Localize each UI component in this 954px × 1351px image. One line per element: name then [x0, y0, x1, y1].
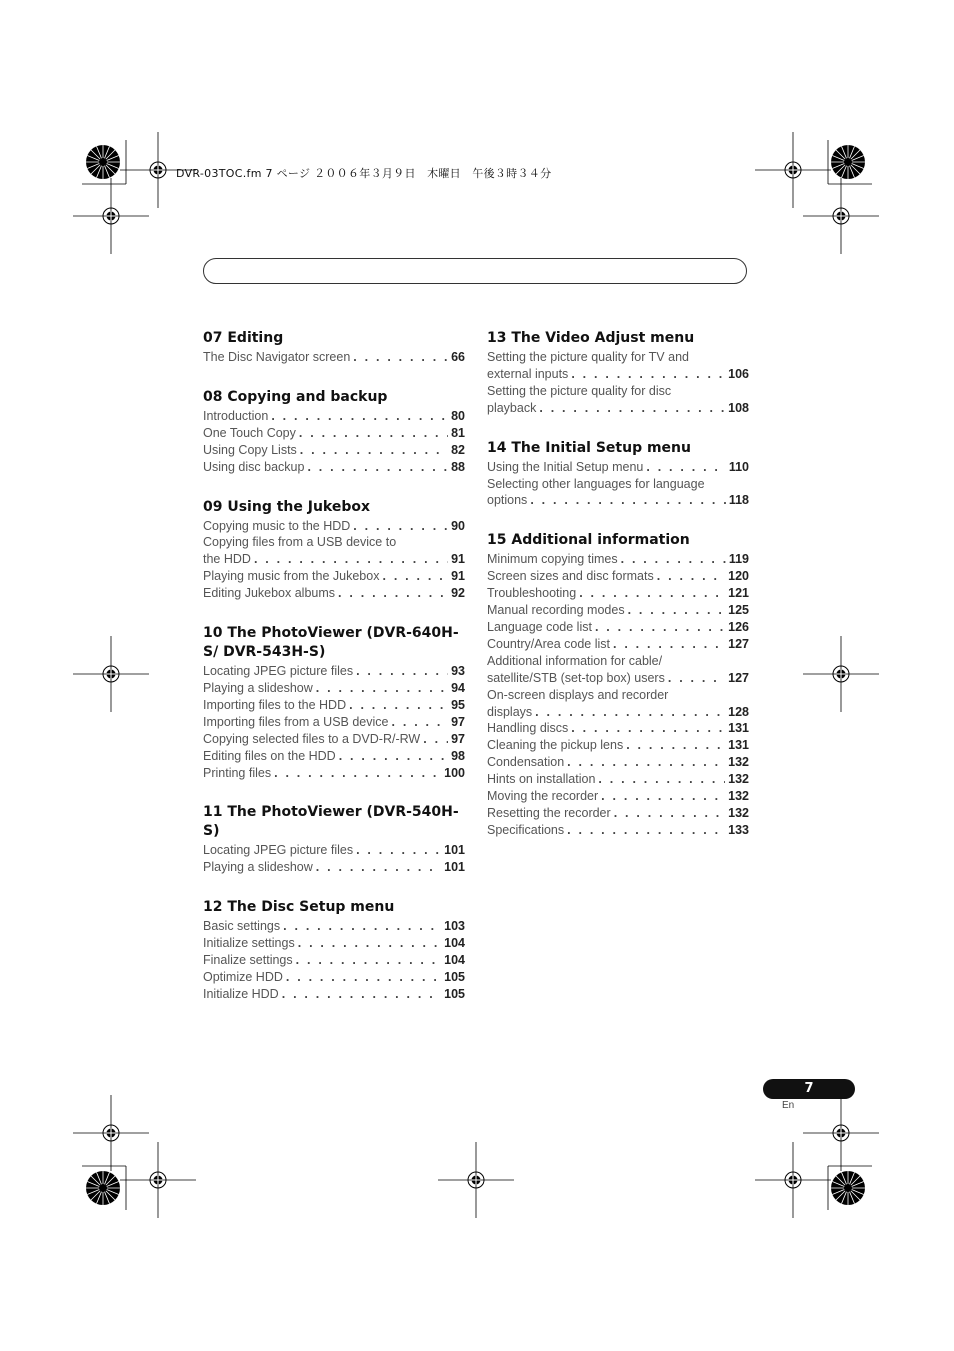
dot-leader [657, 568, 725, 585]
dot-leader [535, 704, 725, 721]
page-language: En [782, 1100, 795, 1111]
dot-leader [579, 585, 725, 602]
dot-leader [353, 518, 448, 535]
entry-page-number: 121 [728, 586, 749, 601]
entry-page-number: 92 [451, 586, 465, 601]
dot-leader [423, 731, 448, 748]
entry-text: Copying files from a USB device to [203, 535, 397, 550]
entry-page-number: 132 [728, 805, 749, 820]
entry-page-number: 132 [728, 755, 749, 770]
entry-text: Hints on installation [487, 772, 596, 787]
entry-text: playback [487, 400, 537, 415]
entry-text: Cleaning the pickup lens [487, 738, 624, 753]
entry-text: Screen sizes and disc formats [487, 569, 654, 584]
toc-entry[interactable] [487, 687, 749, 721]
toc-entry[interactable] [487, 383, 749, 417]
entry-page-number: 132 [728, 772, 749, 787]
entry-text: the HDD [203, 552, 251, 567]
dot-leader [571, 720, 725, 737]
dot-leader [621, 551, 726, 568]
dot-leader [316, 859, 441, 876]
dot-leader [307, 459, 448, 476]
entry-page-number: 80 [451, 408, 465, 423]
dot-leader [254, 551, 448, 568]
entry-page-number: 93 [451, 664, 465, 679]
entry-text: Resetting the recorder [487, 805, 611, 820]
toc-entry[interactable] [487, 737, 749, 754]
toc-entry[interactable] [203, 986, 465, 1003]
dot-leader [598, 771, 725, 788]
entry-text: Specifications [487, 822, 565, 837]
toc-entry[interactable] [203, 518, 465, 535]
dot-leader [628, 602, 726, 619]
toc-entry[interactable] [487, 653, 749, 687]
entry-page-number: 127 [728, 636, 749, 651]
entry-text: Manual recording modes [487, 603, 625, 618]
entry-text: Copying music to the HDD [203, 518, 351, 533]
entry-text: Initialize HDD [203, 986, 279, 1001]
entry-text: Country/Area code list [487, 636, 610, 651]
dot-leader [392, 714, 449, 731]
entry-page-number: 94 [451, 680, 465, 695]
entry-page-number: 97 [451, 731, 465, 746]
toc-right-column [487, 329, 749, 861]
dot-leader [349, 697, 448, 714]
toc-entry[interactable] [487, 459, 749, 476]
dot-leader [539, 400, 725, 417]
entry-text: On-screen displays and recorder [487, 687, 669, 702]
entry-text: Condensation [487, 755, 565, 770]
entry-page-number: 118 [728, 493, 749, 508]
toc-entry[interactable] [487, 568, 749, 585]
entry-text: Editing files on the HDD [203, 748, 336, 763]
toc-entry[interactable] [203, 349, 465, 366]
entry-text: Importing files to the HDD [203, 697, 347, 712]
entry-text: Setting the picture quality for TV and [487, 350, 689, 364]
dot-leader [353, 349, 448, 366]
toc-entry[interactable] [203, 731, 465, 748]
toc-section [487, 531, 749, 838]
toc-entry[interactable] [203, 859, 465, 876]
entry-page-number: 128 [728, 704, 749, 719]
entry-text: Using Copy Lists [203, 442, 297, 457]
dot-leader [274, 765, 441, 782]
dot-leader [595, 619, 725, 636]
entry-page-number: 133 [728, 822, 749, 837]
dot-leader [382, 568, 448, 585]
dot-leader [286, 969, 441, 986]
entry-text: Using the Initial Setup menu [487, 459, 644, 474]
toc-section [203, 388, 465, 476]
toc-entry[interactable] [487, 822, 749, 839]
toc-section [487, 439, 749, 510]
dot-leader [338, 585, 448, 602]
dot-leader [571, 366, 725, 383]
dot-leader [530, 492, 726, 509]
toc-entry[interactable] [203, 952, 465, 969]
toc-entry[interactable] [203, 442, 465, 459]
section-title: 09 Using the Jukebox [203, 498, 371, 515]
entry-page-number: 125 [728, 603, 749, 618]
entry-page-number: 120 [728, 569, 749, 584]
toc-entry[interactable] [203, 935, 465, 952]
entry-text: Additional information for cable/ [487, 653, 663, 668]
section-title: 11 The PhotoViewer (DVR-540H-S) [203, 804, 459, 840]
entry-page-number: 105 [444, 969, 465, 984]
entry-text: Selecting other languages for language [487, 476, 705, 491]
toc-entry[interactable] [203, 408, 465, 425]
entry-text: Locating JPEG picture files [203, 664, 354, 679]
entry-page-number: 82 [451, 442, 465, 457]
entry-page-number: 101 [444, 860, 465, 875]
toc-entry[interactable] [203, 697, 465, 714]
toc-entry[interactable] [487, 754, 749, 771]
entry-page-number: 66 [451, 350, 465, 364]
entry-text: Introduction [203, 408, 269, 423]
section-title: 12 The Disc Setup menu [203, 899, 395, 916]
entry-text: Copying selected files to a DVD-R/-RW [203, 731, 421, 746]
entry-page-number: 119 [728, 552, 749, 567]
entry-text: Optimize HDD [203, 969, 283, 984]
dot-leader [283, 918, 441, 935]
entry-text: options [487, 493, 528, 508]
toc-entry[interactable] [203, 425, 465, 442]
entry-text: Handling discs [487, 721, 569, 736]
entry-text: The Disc Navigator screen [203, 350, 351, 364]
dot-leader [339, 748, 448, 765]
entry-text: Using disc backup [203, 459, 305, 474]
entry-text: Locating JPEG picture files [203, 843, 354, 858]
entry-page-number: 100 [444, 765, 465, 780]
entry-page-number: 104 [444, 953, 465, 968]
entry-page-number: 95 [451, 697, 465, 712]
toc-entry[interactable] [203, 680, 465, 697]
toc-entry[interactable] [487, 602, 749, 619]
entry-text: Setting the picture quality for disc [487, 383, 672, 398]
page-number: 7 [763, 1079, 855, 1099]
dot-leader [298, 935, 441, 952]
toc-entry[interactable] [203, 969, 465, 986]
entry-text: Troubleshooting [487, 586, 577, 601]
entry-page-number: 131 [728, 721, 749, 736]
dot-leader [614, 805, 725, 822]
entry-page-number: 131 [728, 738, 749, 753]
toc-entry[interactable] [487, 476, 749, 510]
toc-entry[interactable] [487, 771, 749, 788]
toc-section [203, 624, 465, 781]
toc-entry[interactable] [487, 585, 749, 602]
dot-leader [316, 680, 448, 697]
toc-entry[interactable] [203, 918, 465, 935]
dot-leader [282, 986, 441, 1003]
entry-page-number: 98 [451, 748, 465, 763]
toc-section [203, 803, 465, 876]
entry-text: Printing files [203, 765, 272, 780]
toc-entry[interactable] [203, 765, 465, 782]
toc-entry[interactable] [203, 568, 465, 585]
section-title: 10 The PhotoViewer (DVR-640H-S/ DVR-543H-S) [203, 625, 459, 661]
entry-page-number: 91 [451, 552, 465, 567]
entry-page-number: 110 [728, 459, 749, 474]
entry-text: Moving the recorder [487, 789, 599, 804]
entry-page-number: 127 [728, 670, 749, 685]
entry-text: One Touch Copy [203, 425, 296, 440]
toc-entry[interactable] [487, 720, 749, 737]
toc-entry[interactable] [203, 842, 465, 859]
header-bar [203, 258, 747, 284]
entry-page-number: 103 [444, 919, 465, 934]
toc-entry[interactable] [487, 636, 749, 653]
toc-entry[interactable] [203, 714, 465, 731]
toc-section [487, 329, 749, 417]
toc-entry[interactable] [203, 585, 465, 602]
toc-entry[interactable] [487, 551, 749, 568]
toc-section [203, 898, 465, 1003]
entry-text: Playing a slideshow [203, 860, 313, 875]
dot-leader [567, 822, 725, 839]
entry-text: Finalize settings [203, 953, 293, 968]
entry-page-number: 90 [451, 518, 465, 533]
dot-leader [668, 670, 725, 687]
toc-entry[interactable] [487, 349, 749, 383]
entry-page-number: 91 [451, 569, 465, 584]
file-header: DVR-03TOC.fm 7 ページ ２００６年３月９日 木曜日 午後３時３４分 [176, 167, 552, 180]
entry-text: displays [487, 704, 533, 719]
dot-leader [296, 952, 442, 969]
dot-leader [356, 663, 448, 680]
entry-page-number: 81 [451, 425, 465, 440]
section-title: 14 The Initial Setup menu [487, 439, 691, 456]
toc-entry[interactable] [203, 459, 465, 476]
entry-text: Importing files from a USB device [203, 714, 389, 729]
toc-left-column [203, 329, 465, 1025]
dot-leader [646, 459, 725, 476]
entry-page-number: 126 [728, 619, 749, 634]
toc-entry[interactable] [487, 788, 749, 805]
toc-section [203, 329, 465, 366]
toc-entry[interactable] [487, 619, 749, 636]
section-title: 13 The Video Adjust menu [487, 330, 695, 346]
toc-entry[interactable] [487, 805, 749, 822]
dot-leader [299, 425, 448, 442]
dot-leader [626, 737, 725, 754]
dot-leader [567, 754, 725, 771]
entry-text: Minimum copying times [487, 552, 618, 567]
dot-leader [300, 442, 448, 459]
toc-entry[interactable] [203, 534, 465, 568]
section-title: 15 Additional information [487, 532, 690, 549]
entry-page-number: 108 [728, 400, 749, 415]
entry-text: Initialize settings [203, 936, 295, 951]
entry-text: Language code list [487, 619, 592, 634]
dot-leader [601, 788, 725, 805]
dot-leader [613, 636, 725, 653]
toc-entry[interactable] [203, 663, 465, 680]
entry-text: Playing a slideshow [203, 680, 313, 695]
section-title: 07 Editing [203, 330, 284, 346]
entry-page-number: 101 [444, 843, 465, 858]
entry-text: Editing Jukebox albums [203, 586, 336, 601]
entry-page-number: 106 [728, 366, 749, 381]
entry-page-number: 97 [451, 714, 465, 729]
entry-text: external inputs [487, 366, 569, 381]
section-title: 08 Copying and backup [203, 388, 388, 405]
entry-page-number: 105 [444, 986, 465, 1001]
dot-leader [271, 408, 448, 425]
entry-text: Basic settings [203, 919, 281, 934]
entry-text: Playing music from the Jukebox [203, 569, 380, 584]
toc-section [203, 498, 465, 603]
toc-entry[interactable] [203, 748, 465, 765]
dot-leader [356, 842, 441, 859]
entry-text: satellite/STB (set-top box) users [487, 670, 665, 685]
entry-page-number: 104 [444, 936, 465, 951]
entry-page-number: 132 [728, 789, 749, 804]
entry-page-number: 88 [451, 459, 465, 474]
